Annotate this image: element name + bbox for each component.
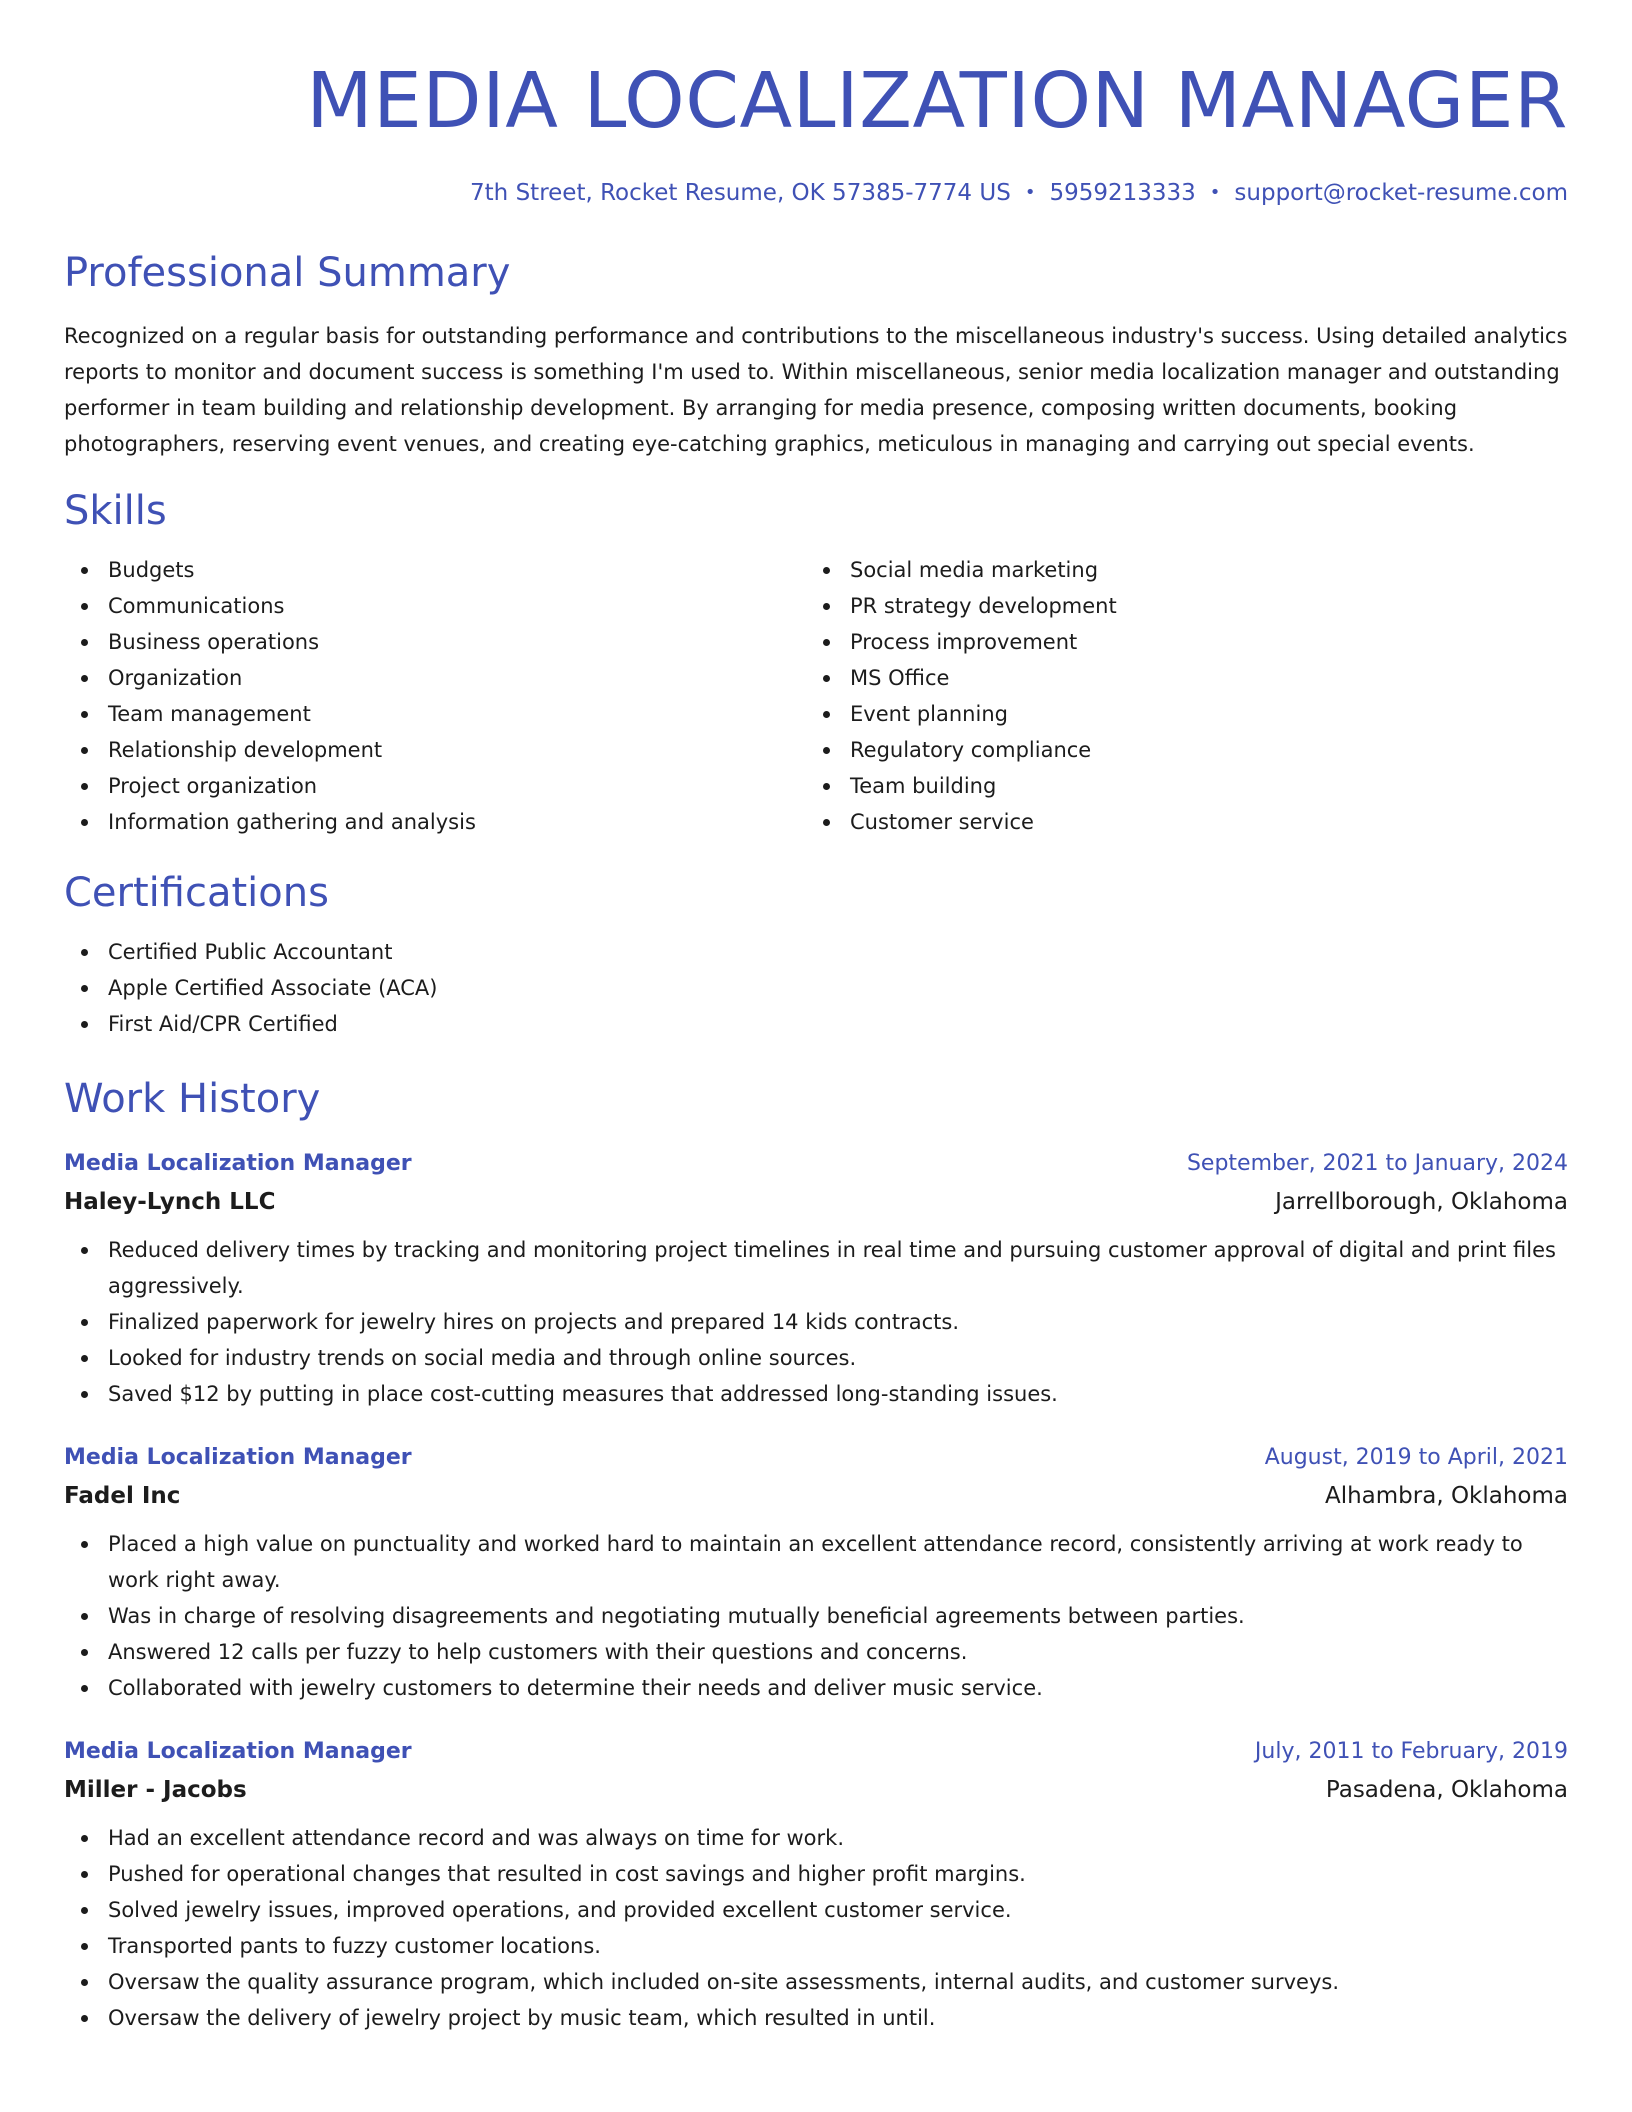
skill-item: Social media marketing xyxy=(806,552,1548,588)
skill-item: Event planning xyxy=(806,696,1548,732)
job-title: Media Localization Manager xyxy=(64,1445,412,1470)
contact-separator: • xyxy=(1209,182,1221,203)
job-bullet: Was in charge of resolving disagreements and negotiating mutually beneficial agreements between parties. xyxy=(64,1598,1568,1634)
job-bullet: Finalized paperwork for jewelry hires on projects and prepared 14 kids contracts. xyxy=(64,1304,1568,1340)
skills-list-right xyxy=(806,552,1548,840)
job-entry xyxy=(64,1440,1568,1706)
skill-item: Budgets xyxy=(64,552,806,588)
skill-item: Process improvement xyxy=(806,624,1548,660)
job-dates: September, 2021 to January, 2024 xyxy=(1186,1151,1568,1176)
job-bullet: Oversaw the delivery of jewelry project by music team, which resulted in until. xyxy=(64,2000,1568,2036)
job-bullet: Solved jewelry issues, improved operations, and provided excellent customer service. xyxy=(64,1892,1568,1928)
job-company: Haley-Lynch LLC xyxy=(64,1189,276,1215)
job-bullet: Placed a high value on punctuality and worked hard to maintain an excellent attendance record, consistently arriving at work ready to work right away. xyxy=(64,1526,1568,1598)
job-company-row xyxy=(64,1182,1568,1222)
job-bullet: Had an excellent attendance record and was always on time for work. xyxy=(64,1820,1568,1856)
certification-item: Certified Public Accountant xyxy=(64,934,1568,970)
job-header-row xyxy=(64,1440,1568,1476)
certifications-heading: Certifications xyxy=(64,870,329,916)
job-header-row xyxy=(64,1146,1568,1182)
skill-item: MS Office xyxy=(806,660,1548,696)
job-bullet: Pushed for operational changes that resulted in cost savings and higher profit margins. xyxy=(64,1856,1568,1892)
job-bullet: Looked for industry trends on social media and through online sources. xyxy=(64,1340,1568,1376)
resume-page xyxy=(64,0,1568,2036)
contact-email[interactable]: support@rocket-resume.com xyxy=(1234,180,1568,206)
work-history-heading: Work History xyxy=(64,1076,321,1122)
job-location: Pasadena, Oklahoma xyxy=(1325,1777,1568,1803)
skill-item: Business operations xyxy=(64,624,806,660)
skills-list-left xyxy=(64,552,806,840)
contact-line xyxy=(64,178,1568,208)
job-dates: August, 2019 to April, 2021 xyxy=(1264,1445,1568,1470)
job-company: Miller - Jacobs xyxy=(64,1777,247,1803)
job-company-row xyxy=(64,1770,1568,1810)
skill-item: Regulatory compliance xyxy=(806,732,1548,768)
certifications-list xyxy=(64,934,1568,1042)
contact-address: 7th Street, Rocket Resume, OK 57385-7774 US xyxy=(470,180,1011,206)
skill-item: Team management xyxy=(64,696,806,732)
job-location: Jarrellborough, Oklahoma xyxy=(1275,1189,1568,1215)
job-title: Media Localization Manager xyxy=(64,1151,412,1176)
summary-heading: Professional Summary xyxy=(64,250,511,296)
job-location: Alhambra, Oklahoma xyxy=(1324,1483,1568,1509)
job-company-row xyxy=(64,1476,1568,1516)
job-dates: July, 2011 to February, 2019 xyxy=(1254,1739,1568,1764)
job-bullet: Transported pants to fuzzy customer locations. xyxy=(64,1928,1568,1964)
job-bullet: Answered 12 calls per fuzzy to help customers with their questions and concerns. xyxy=(64,1634,1568,1670)
job-entry xyxy=(64,1734,1568,2036)
job-bullet: Saved $12 by putting in place cost-cutting measures that addressed long-standing issues. xyxy=(64,1376,1568,1412)
job-title: Media Localization Manager xyxy=(64,1739,412,1764)
job-bullet: Oversaw the quality assurance program, which included on-site assessments, internal audits, and customer surveys. xyxy=(64,1964,1568,2000)
skill-item: PR strategy development xyxy=(806,588,1548,624)
contact-separator: • xyxy=(1024,182,1036,203)
job-entry xyxy=(64,1146,1568,1412)
resume-name: MEDIA LOCALIZATION MANAGER xyxy=(306,57,1568,146)
skill-item: Communications xyxy=(64,588,806,624)
skills-grid xyxy=(64,552,1568,840)
job-header-row xyxy=(64,1734,1568,1770)
skill-item: Relationship development xyxy=(64,732,806,768)
skills-heading: Skills xyxy=(64,488,167,534)
summary-paragraph: Recognized on a regular basis for outstanding performance and contributions to the miscellaneous industry's success. Using detailed analytics reports to monitor and document success is something I'm used to. Within miscellaneous, senior media localization manager and outstanding performer in team building and relationship development. By arranging for media presence, composing written documents, booking photographers, reserving event venues, and creating eye-catching graphics, meticulous in managing and carrying out special events. xyxy=(64,324,1568,456)
certification-item: First Aid/CPR Certified xyxy=(64,1006,1568,1042)
job-company: Fadel Inc xyxy=(64,1483,181,1509)
skill-item: Information gathering and analysis xyxy=(64,804,806,840)
job-bullets xyxy=(64,1232,1568,1412)
contact-phone: 5959213333 xyxy=(1049,180,1196,206)
job-bullet: Collaborated with jewelry customers to determine their needs and deliver music service. xyxy=(64,1670,1568,1706)
skill-item: Customer service xyxy=(806,804,1548,840)
certification-item: Apple Certified Associate (ACA) xyxy=(64,970,1568,1006)
skill-item: Team building xyxy=(806,768,1548,804)
skill-item: Project organization xyxy=(64,768,806,804)
job-bullet: Reduced delivery times by tracking and monitoring project timelines in real time and pursuing customer approval of digital and print files aggressively. xyxy=(64,1232,1568,1304)
job-bullets xyxy=(64,1526,1568,1706)
skill-item: Organization xyxy=(64,660,806,696)
job-bullets xyxy=(64,1820,1568,2036)
